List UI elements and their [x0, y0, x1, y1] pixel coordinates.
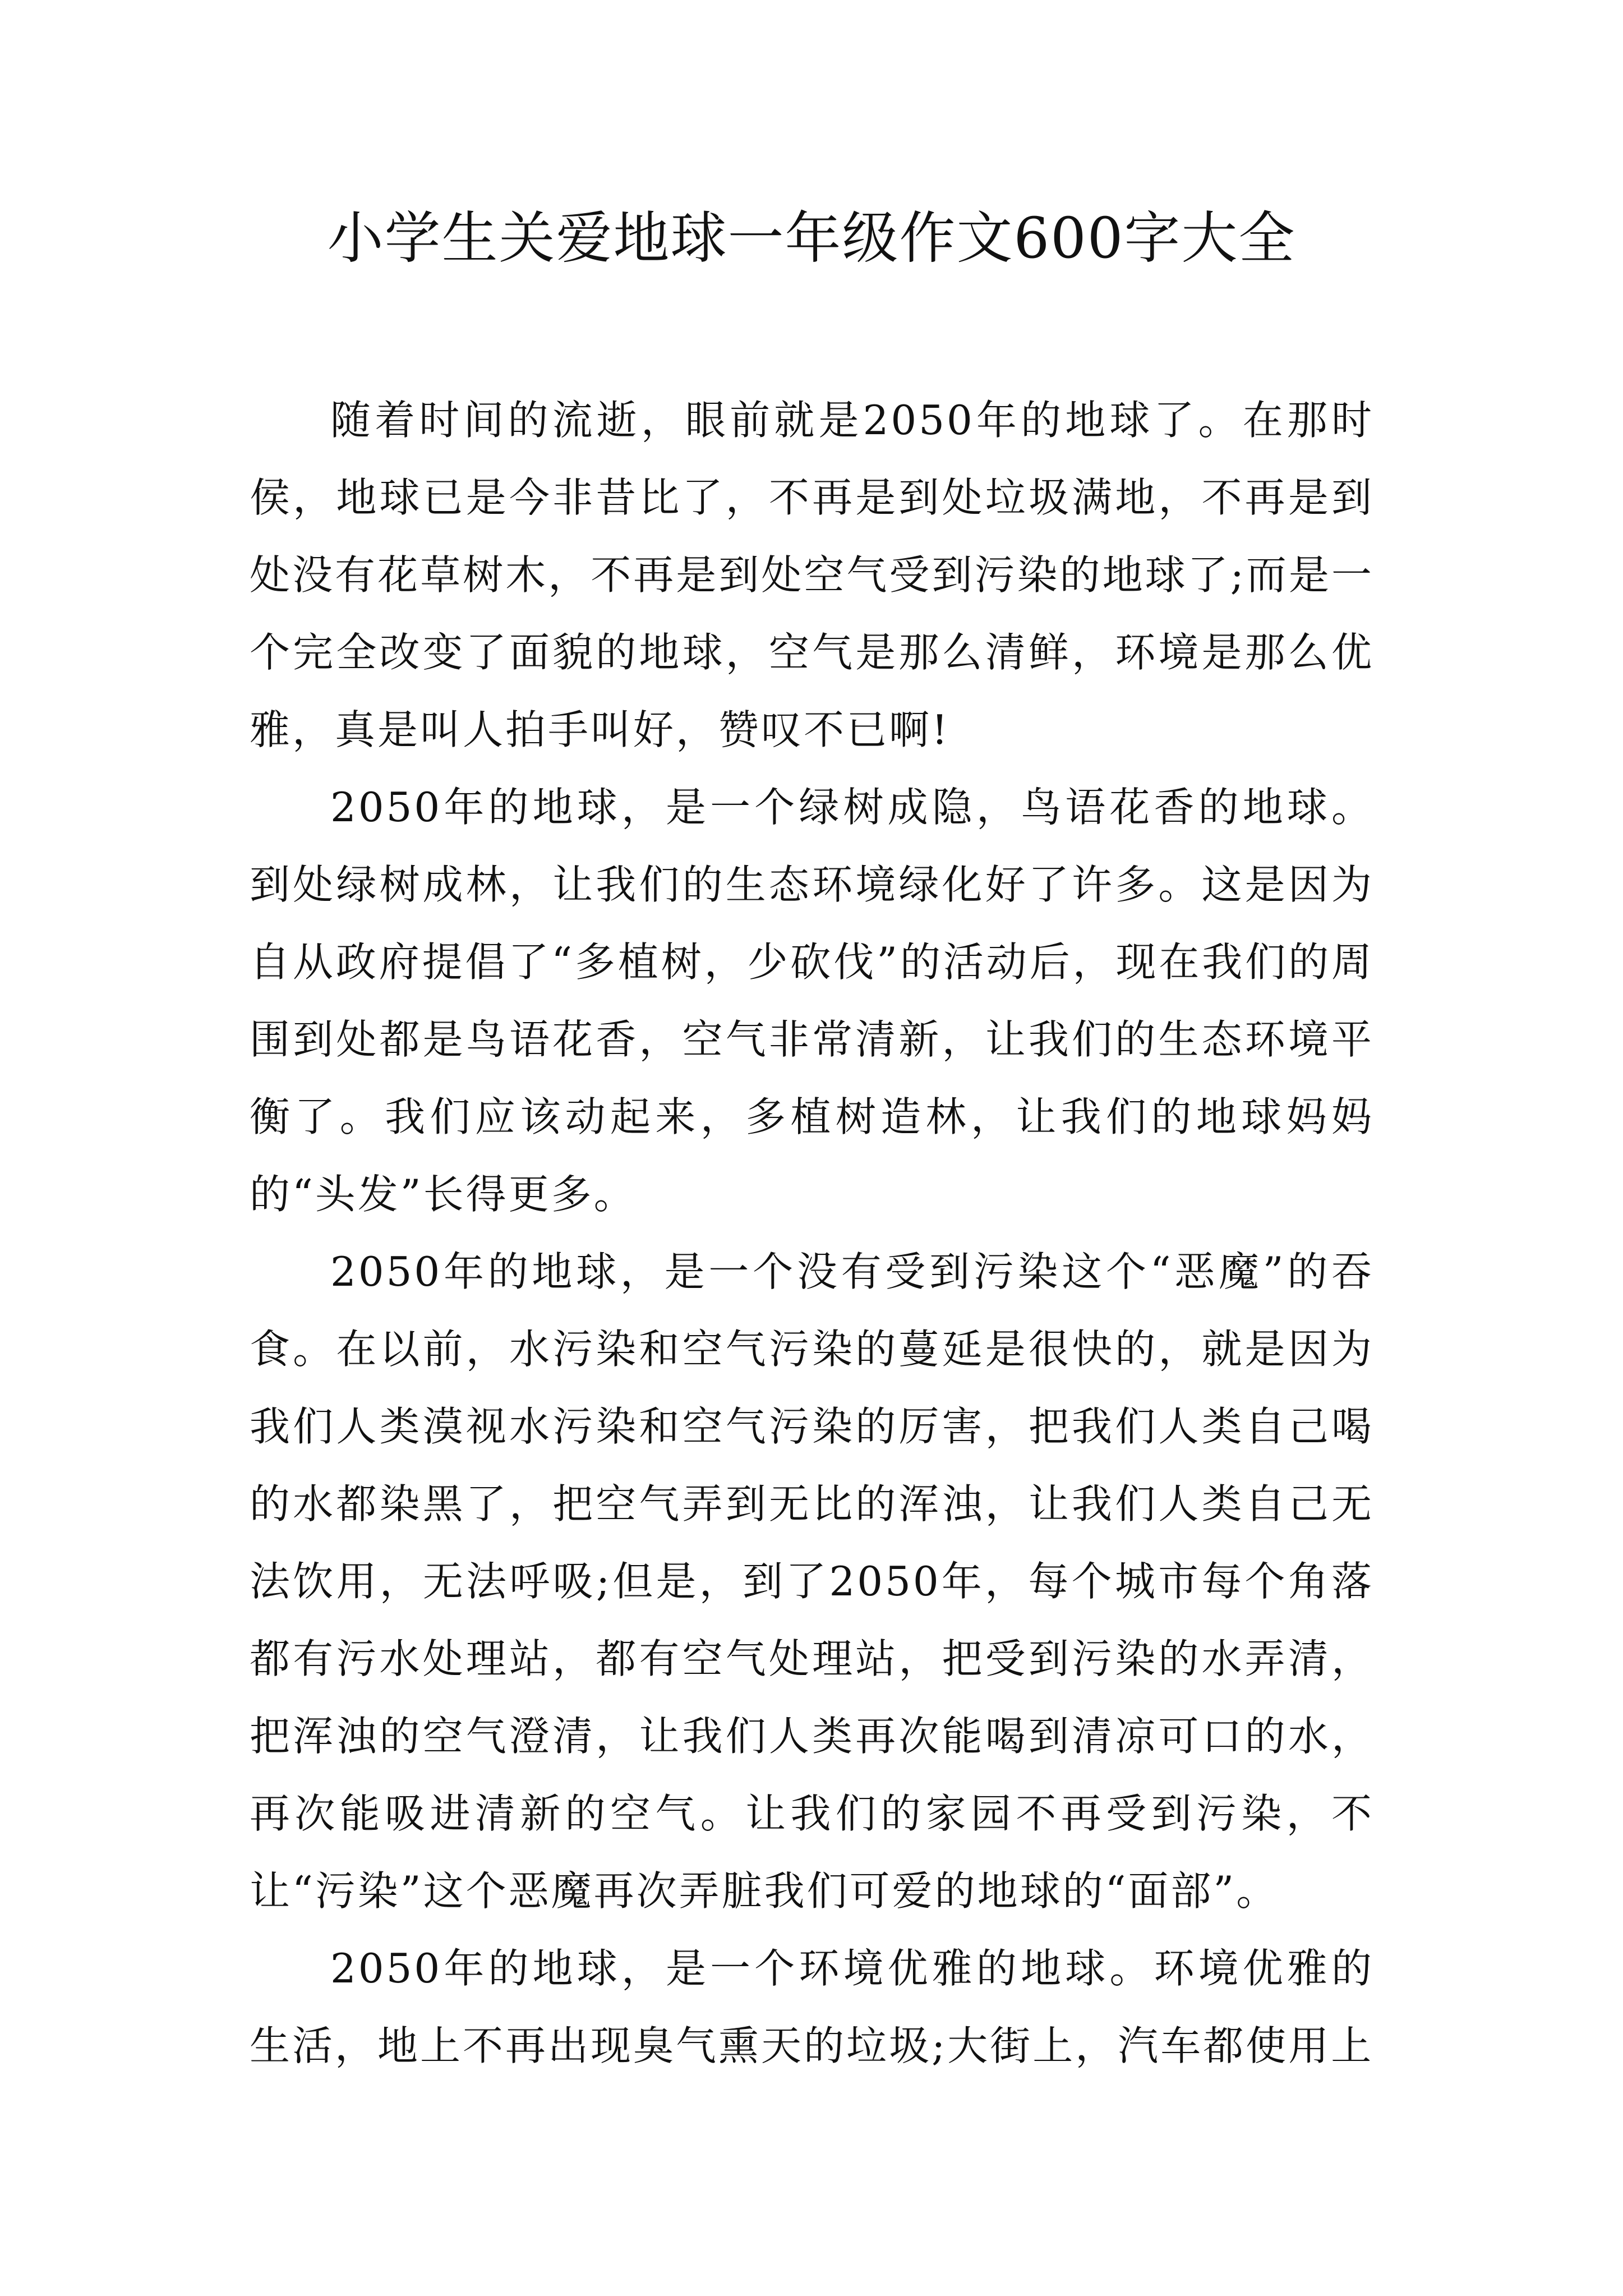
document-title: 小学生关爱地球一年级作文600字大全 [327, 205, 1296, 271]
document-body [250, 381, 1374, 2085]
paragraph-1: 随着时间的流逝，眼前就是2050年的地球了。在那时侯，地球已是今非昔比了，不再是到处垃圾满地，不再是到处没有花草树木，不再是到处空气受到污染的地球了;而是一个完全改变了面貌的地球，空气是那么清鲜，环境是那么优雅，真是叫人拍手叫好，赞叹不已啊! [250, 397, 1374, 753]
paragraph-3: 2050年的地球，是一个没有受到污染这个“恶魔”的吞食。在以前，水污染和空气污染的蔓延是很快的，就是因为我们人类漠视水污染和空气污染的厉害，把我们人类自己喝的水都染黑了，把空气弄到无比的浑浊，让我们人类自己无法饮用，无法呼吸;但是，到了2050年，每个城市每个角落都有污水处理站，都有空气处理站，把受到污染的水弄清，把浑浊的空气澄清，让我们人类再次能喝到清凉可口的水，再次能吸进清新的空气。让我们的家园不再受到污染，不让“污染”这个恶魔再次弄脏我们可爱的地球的“面部”。 [250, 1248, 1374, 1915]
paragraph-4: 2050年的地球，是一个环境优雅的地球。环境优雅的生活，地上不再出现臭气熏天的垃圾;大街上，汽车都使用上 [250, 1945, 1374, 2069]
paragraph-2: 2050年的地球，是一个绿树成隐，鸟语花香的地球。到处绿树成林，让我们的生态环境绿化好了许多。这是因为自从政府提倡了“多植树，少砍伐”的活动后，现在我们的周围到处都是鸟语花香，空气非常清新，让我们的生态环境平衡了。我们应该动起来，多植树造林，让我们的地球妈妈的“头发”长得更多。 [250, 784, 1374, 1218]
